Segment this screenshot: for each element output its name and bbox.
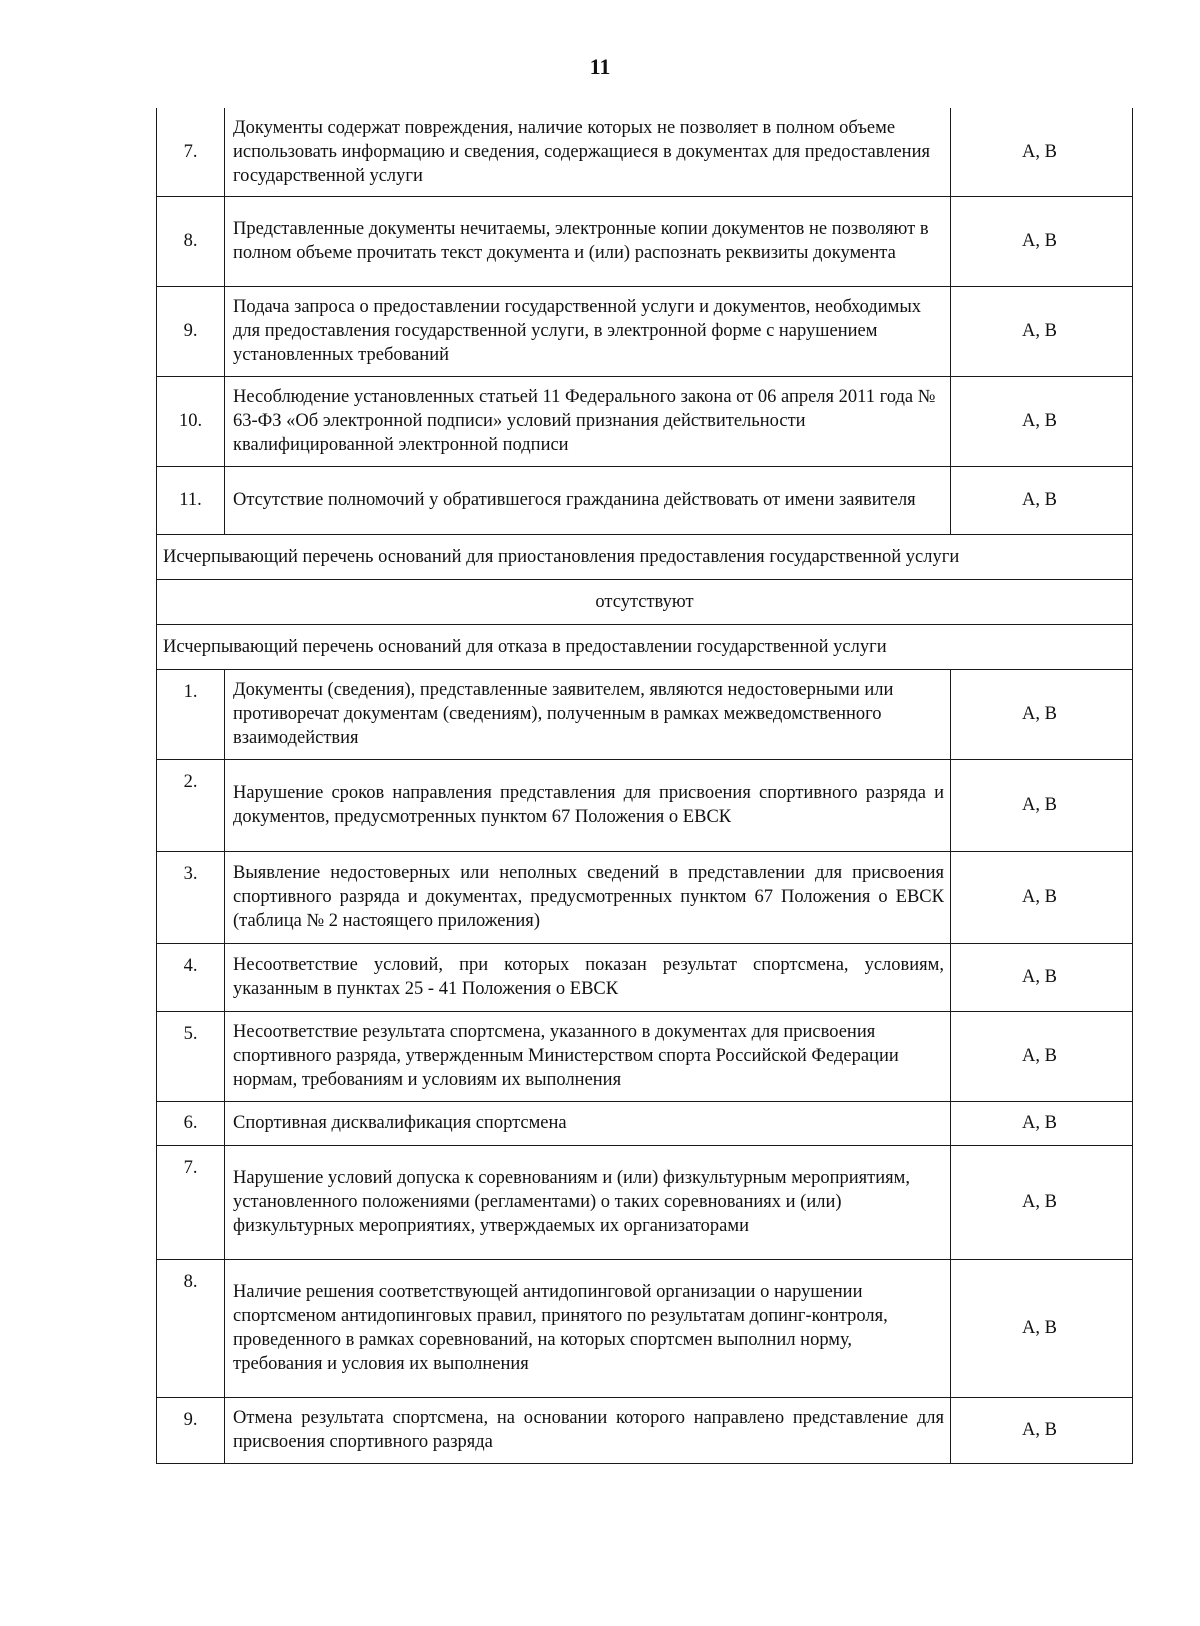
row-variants: А, В [951, 851, 1133, 943]
row-number: 8. [157, 196, 225, 286]
row-number: 2. [157, 759, 225, 851]
table-row [157, 759, 1133, 851]
row-text: Наличие решения соответствующей антидопинговой организации о нарушении спортсменом антидопинговых правил, принятого по результатам допинг-контроля, проведенного в рамках соревнований, на которых спортсмен выполнил норму, требования и условия их выполнения [225, 1259, 951, 1397]
table-row [157, 1259, 1133, 1397]
row-variants: А, В [951, 376, 1133, 466]
row-number: 3. [157, 851, 225, 943]
row-text: Документы содержат повреждения, наличие которых не позволяет в полном объеме использовать информацию и сведения, содержащиеся в документах для предоставления государственной услуги [225, 108, 951, 196]
row-number: 6. [157, 1101, 225, 1145]
table-row [157, 669, 1133, 759]
table-row [157, 851, 1133, 943]
row-text: Несоответствие условий, при которых показан результат спортсмена, условиям, указанным в пунктах 25 - 41 Положения о ЕВСК [225, 943, 951, 1011]
row-text: Документы (сведения), представленные заявителем, являются недостоверными или противоречат документам (сведениям), полученным в рамках межведомственного взаимодействия [225, 669, 951, 759]
suspension-heading: Исчерпывающий перечень оснований для приостановления предоставления государственной услуги [157, 534, 1133, 579]
row-number: 5. [157, 1011, 225, 1101]
table-row [157, 1145, 1133, 1259]
row-variants: А, В [951, 669, 1133, 759]
section-row [157, 624, 1133, 669]
section-row [157, 534, 1133, 579]
row-number: 7. [157, 108, 225, 196]
row-variants: А, В [951, 759, 1133, 851]
row-variants: А, В [951, 1145, 1133, 1259]
table-row [157, 1397, 1133, 1463]
row-variants: А, В [951, 108, 1133, 196]
row-number: 10. [157, 376, 225, 466]
row-text: Несоответствие результата спортсмена, указанного в документах для присвоения спортивного разряда, утвержденным Министерством спорта Российской Федерации нормам, требованиям и условиям их выполнения [225, 1011, 951, 1101]
row-number: 9. [157, 286, 225, 376]
row-variants: А, В [951, 1397, 1133, 1463]
row-variants: А, В [951, 286, 1133, 376]
row-variants: А, В [951, 1259, 1133, 1397]
row-text: Спортивная дисквалификация спортсмена [225, 1101, 951, 1145]
table-row [157, 196, 1133, 286]
row-text: Подача запроса о предоставлении государственной услуги и документов, необходимых для предоставления государственной услуги, в электронной форме с нарушением установленных требований [225, 286, 951, 376]
row-text: Выявление недостоверных или неполных сведений в представлении для присвоения спортивного разряда и документах, предусмотренных пунктом 67 Положения о ЕВСК (таблица № 2 настоящего приложения) [225, 851, 951, 943]
table-row [157, 108, 1133, 196]
table-row [157, 286, 1133, 376]
row-number: 4. [157, 943, 225, 1011]
suspension-value: отсутствуют [157, 579, 1133, 624]
section-row [157, 579, 1133, 624]
table-row [157, 466, 1133, 534]
row-text: Представленные документы нечитаемы, электронные копии документов не позволяют в полном объеме прочитать текст документа и (или) распознать реквизиты документа [225, 196, 951, 286]
row-variants: А, В [951, 196, 1133, 286]
row-variants: А, В [951, 1011, 1133, 1101]
row-variants: А, В [951, 1101, 1133, 1145]
table-row [157, 376, 1133, 466]
grounds-table [156, 108, 1133, 1464]
row-text: Несоблюдение установленных статьей 11 Федерального закона от 06 апреля 2011 года № 63-ФЗ «Об электронной подписи» условий признания действительности квалифицированной электронной подписи [225, 376, 951, 466]
row-number: 8. [157, 1259, 225, 1397]
row-text: Нарушение условий допуска к соревнованиям и (или) физкультурным мероприятиям, установленного положениями (регламентами) о таких соревнованиях и (или) физкультурных мероприятиях, утверждаемых их организаторами [225, 1145, 951, 1259]
table-row [157, 943, 1133, 1011]
refusal-heading: Исчерпывающий перечень оснований для отказа в предоставлении государственной услуги [157, 624, 1133, 669]
row-number: 11. [157, 466, 225, 534]
row-number: 9. [157, 1397, 225, 1463]
row-variants: А, В [951, 943, 1133, 1011]
page-number: 11 [589, 54, 611, 79]
row-text: Отмена результата спортсмена, на основании которого направлено представление для присвоения спортивного разряда [225, 1397, 951, 1463]
row-number: 7. [157, 1145, 225, 1259]
row-variants: А, В [951, 466, 1133, 534]
row-text: Отсутствие полномочий у обратившегося гражданина действовать от имени заявителя [225, 466, 951, 534]
table-row [157, 1011, 1133, 1101]
row-text: Нарушение сроков направления представления для присвоения спортивного разряда и документов, предусмотренных пунктом 67 Положения о ЕВСК [225, 759, 951, 851]
table-row [157, 1101, 1133, 1145]
row-number: 1. [157, 669, 225, 759]
